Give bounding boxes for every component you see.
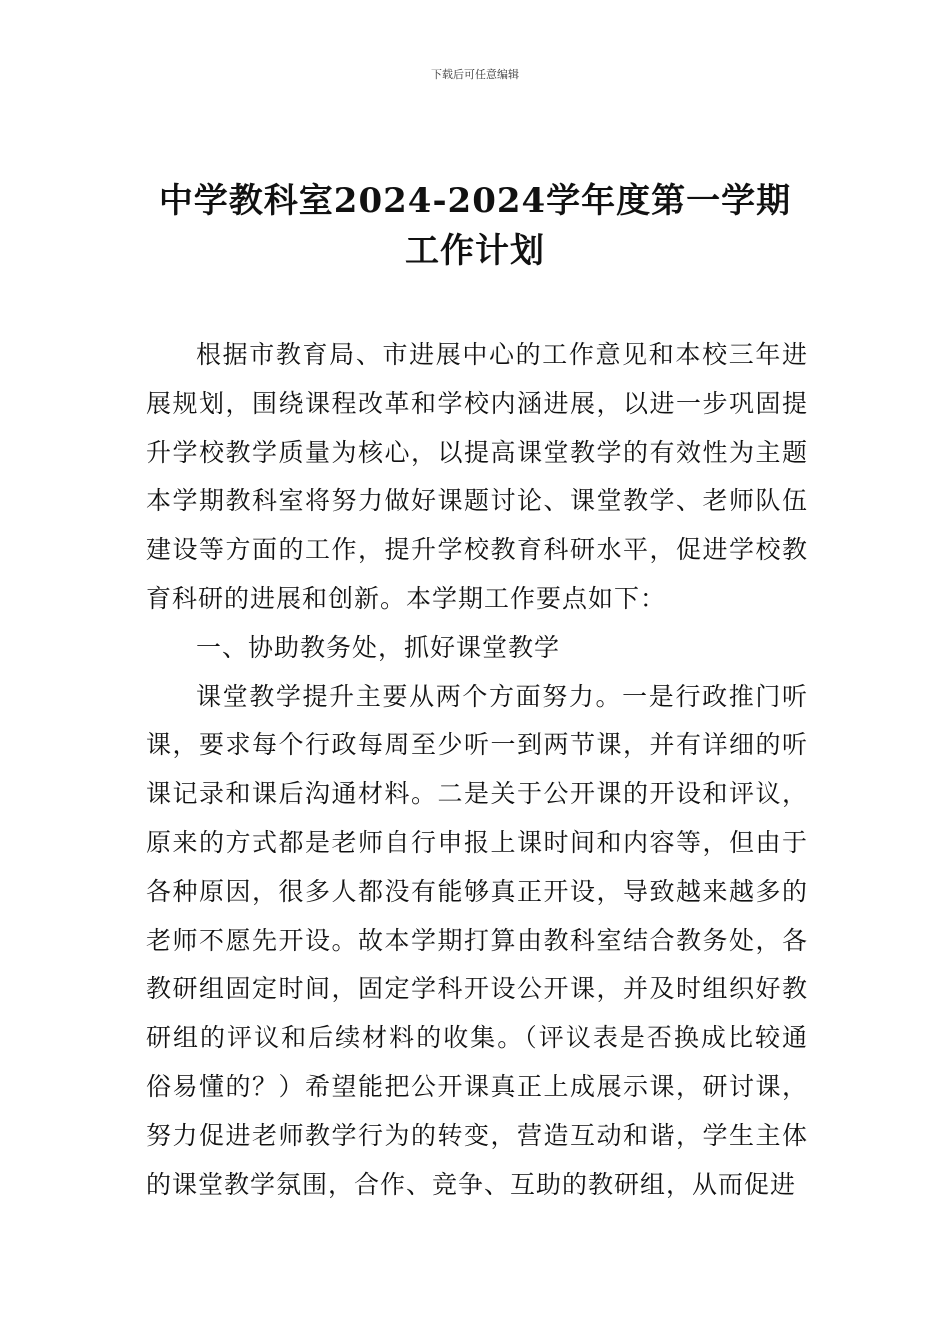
paragraph-classroom-teaching: 课堂教学提升主要从两个方面努力。一是行政推门听课，要求每个行政每周至少听一到两节课，并有详细的听课记录和课后沟通材料。二是关于公开课的开设和评议，原来的方式都是老师自行申报上课时间和内容等，但由于各种原因，很多人都没有能够真正开设，导致越来越多的老师不愿先开设。故本学期打算由教科室结合教务处，各教研组固定时间，固定学科开设公开课，并及时组织好教研组的评议和后续材料的收集。（评议表是否换成比较通俗易懂的？）希望能把公开课真正上成展示课，研讨课，努力促进老师教学行为的转变，营造互动和谐，学生主体的课堂教学氛围，合作、竞争、互助的教研组，从而促进 bbox=[146, 681, 808, 1199]
document-title bbox=[120, 176, 830, 276]
header-note: 下载后可任意编辑 bbox=[431, 68, 519, 81]
section-heading-1: 一、协助教务处，抓好课堂教学 bbox=[196, 632, 561, 662]
paragraph-intro: 根据市教育局、市进展中心的工作意见和本校三年进展规划，围绕课程改革和学校内涵进展，以进一步巩固提升学校教学质量为核心，以提高课堂教学的有效性为主题本学期教科室将努力做好课题讨论、课堂教学、老师队伍建设等方面的工作，提升学校教育科研水平，促进学校教育科研的进展和创新。本学期工作要点如下： bbox=[146, 340, 808, 613]
document-body bbox=[146, 331, 808, 1209]
title-line-2: 工作计划 bbox=[405, 231, 545, 271]
title-line-1: 中学教科室2024-2024学年度第一学期 bbox=[158, 181, 792, 221]
